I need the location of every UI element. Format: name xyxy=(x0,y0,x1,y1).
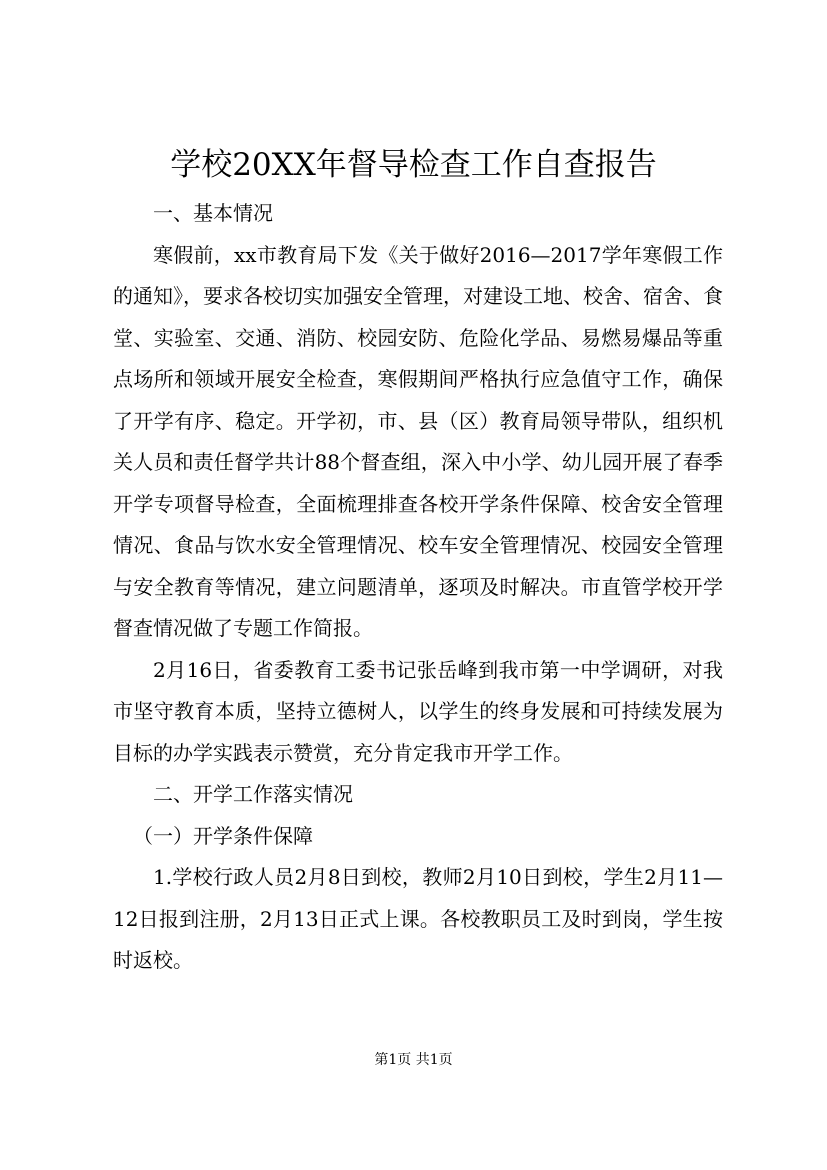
section-heading-basic: 一、基本情况 xyxy=(153,201,273,225)
document-body xyxy=(113,193,723,982)
document-title: 学校20XX年督导检查工作自查报告 xyxy=(170,147,657,183)
page-footer: 第1页 共1页 xyxy=(374,1052,453,1068)
paragraph: 1.学校行政人员2月8日到校，教师2月10日到校，学生2月11—12日报到注册，2月13日正式上课。各校教职员工及时到岗，学生按时返校。 xyxy=(113,865,723,972)
paragraph: 2月16日，省委教育工委书记张岳峰到我市第一中学调研，对我市坚守教育本质，坚持立德树人，以学生的终身发展和可持续发展为目标的办学实践表示赞赏，充分肯定我市开学工作。 xyxy=(113,657,723,765)
subsection-heading: （一）开学条件保障 xyxy=(133,823,313,848)
paragraph: 寒假前，xx市教育局下发《关于做好2016—2017学年寒假工作的通知》，要求各校切实加强安全管理，对建设工地、校舍、宿舍、食堂、实验室、交通、消防、校园安防、危险化学品、易燃易爆品等重点场所和领域开展安全检查，寒假期间严格执行应急值守工作，确保了开学有序、稳定。开学初，市、县（区）教育局领导带队，组织机关人员和责任督学共计88个督查组，深入中小学、幼儿园开展了春季开学专项督导检查，全面梳理排查各校开学条件保障、校舍安全管理情况、食品与饮水安全管理情况、校车安全管理情况、校园安全管理与安全教育等情况，建立问题清单，逐项及时解决。市直管学校开学督查情况做了专题工作简报。 xyxy=(113,242,723,640)
section-heading-implementation: 二、开学工作落实情况 xyxy=(153,782,353,806)
